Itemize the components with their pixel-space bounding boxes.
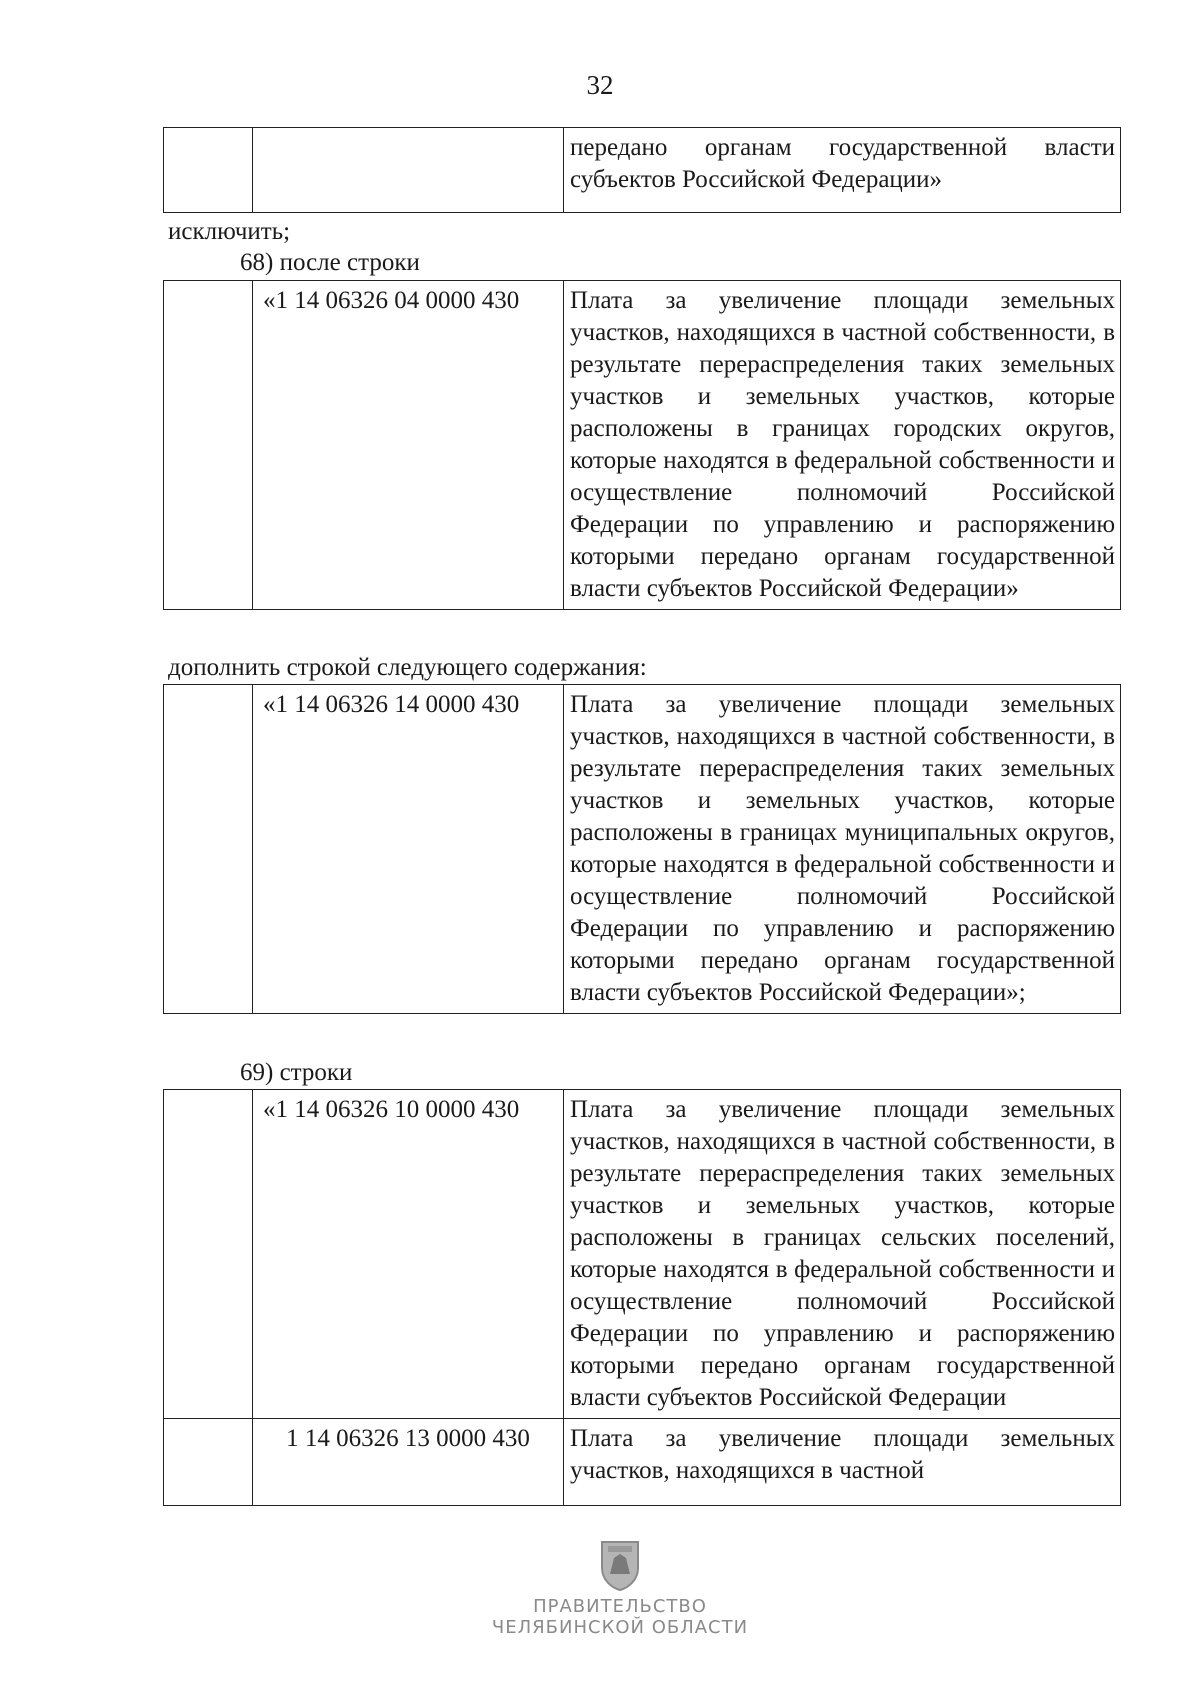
table-row: [164, 281, 1121, 610]
cell-code: [253, 1090, 564, 1419]
seal-line-1: ПРАВИТЕЛЬСТВО: [533, 1596, 707, 1617]
instruction-exclude: исключить;: [168, 218, 291, 245]
budget-code: «1 14 06326 10 0000 430: [263, 1096, 520, 1123]
table-row: [164, 128, 1121, 213]
budget-code: 1 14 06326 13 0000 430: [286, 1425, 530, 1452]
item-69-heading: 69) строки: [240, 1059, 353, 1086]
table-item-68: [163, 280, 1121, 610]
cell-description: Плата за увеличение площади земельных участков, находящихся в частной: [564, 1419, 1121, 1506]
seal-line-2: ЧЕЛЯБИНСКОЙ ОБЛАСТИ: [491, 1617, 749, 1638]
cell-empty: [253, 128, 564, 213]
cell-description: Плата за увеличение площади земельных участков, находящихся в частной собственности, в результате перераспределения таких земельных участков и земельных участков, которые расположены в границах муниципальных округов, которые находятся в федеральной собственности и осуществление полномочий Российской Федерации по управлению и распоряжению которыми передано органам государственной власти субъектов Российской Федерации»;: [564, 685, 1121, 1014]
description-line: передано органам государственной власти: [570, 134, 1115, 161]
cell-empty: [164, 685, 253, 1014]
cell-description: Плата за увеличение площади земельных участков, находящихся в частной собственности, в результате перераспределения таких земельных участков и земельных участков, которые расположены в границах сельских поселений, которые находятся в федеральной собственности и осуществление полномочий Российской Федерации по управлению и распоряжению которыми передано органам государственной власти субъектов Российской Федерации: [564, 1090, 1121, 1419]
budget-code: «1 14 06326 14 0000 430: [263, 691, 520, 718]
cell-empty: [164, 1419, 253, 1506]
table-item-69: [163, 1089, 1121, 1506]
coat-of-arms-icon: [598, 1538, 642, 1592]
description-line: субъектов Российской Федерации»: [570, 166, 943, 193]
cell-description: [564, 128, 1121, 213]
cell-empty: [164, 281, 253, 610]
page-number: 32: [586, 70, 614, 100]
cell-code: [253, 281, 564, 610]
instruction-add: дополнить строкой следующего содержания:: [168, 654, 647, 681]
table-row: [164, 685, 1121, 1014]
cell-empty: [164, 128, 253, 213]
budget-code: «1 14 06326 04 0000 430: [263, 287, 520, 314]
table-added-row: [163, 684, 1121, 1014]
cell-description: Плата за увеличение площади земельных участков, находящихся в частной собственности, в результате перераспределения таких земельных участков и земельных участков, которые расположены в границах городских округов, которые находятся в федеральной собственности и осуществление полномочий Российской Федерации по управлению и распоряжению которыми передано органам государственной власти субъектов Российской Федерации»: [564, 281, 1121, 610]
table-row: [164, 1090, 1121, 1419]
cell-code: [253, 685, 564, 1014]
table-continuation: [163, 127, 1121, 213]
table-row: [164, 1419, 1121, 1506]
government-seal: [490, 1538, 750, 1668]
item-68-heading: 68) после строки: [240, 249, 420, 276]
cell-empty: [164, 1090, 253, 1419]
cell-code: [253, 1419, 564, 1506]
